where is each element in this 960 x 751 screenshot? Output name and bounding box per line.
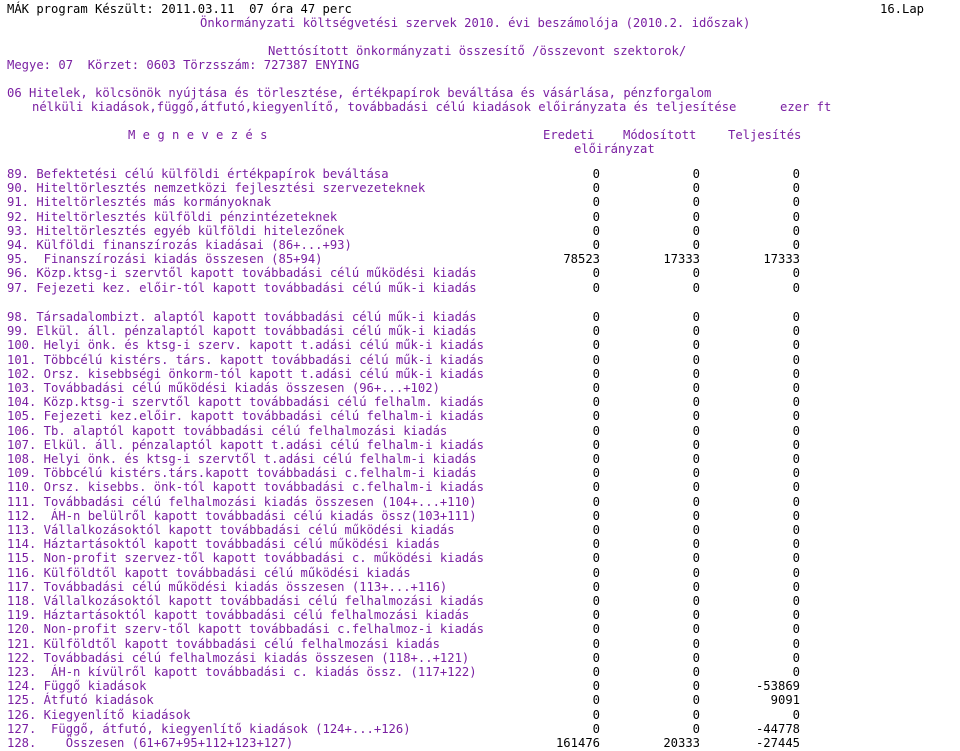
- modified-value: 0: [692, 480, 700, 495]
- actual-value: 0: [792, 437, 800, 452]
- original-value: 0: [592, 167, 600, 181]
- actual-value: 0: [792, 636, 800, 651]
- modified-value: 0: [692, 508, 700, 523]
- row-description: 100. Helyi önk. és ktsg-i szerv. kapott t.adási célú műk-i kiadás: [7, 338, 484, 353]
- table-row: [7, 425, 957, 439]
- table-row: [7, 339, 957, 353]
- original-value: 0: [592, 594, 600, 608]
- county-line: Megye: 07 Körzet: 0603 Törzsszám: 727387 ENYING: [7, 58, 360, 72]
- row-description: 91. Hiteltörlesztés más kormányoknak: [7, 195, 272, 210]
- original-value: 0: [592, 324, 600, 339]
- row-description: 120. Non-profit szerv-től kapott továbbadási c.felhalmoz-i kiadás: [7, 622, 484, 637]
- actual-value: 0: [792, 551, 800, 566]
- actual-value: 0: [792, 608, 800, 623]
- actual-value: 0: [792, 423, 800, 438]
- original-value: 0: [592, 452, 600, 466]
- table-row: [7, 481, 957, 495]
- actual-value: 0: [792, 707, 800, 722]
- original-value: 0: [592, 480, 600, 495]
- table-row: [7, 524, 957, 538]
- actual-value: 0: [792, 352, 800, 367]
- table-row: [7, 325, 957, 339]
- row-description: 116. Külföldtől kapott továbbadási célú működési kiadás: [7, 565, 411, 580]
- column-header-modified: Módosított: [623, 128, 697, 142]
- original-value: 0: [592, 381, 600, 395]
- table-row: [7, 723, 957, 737]
- original-value: 0: [592, 636, 600, 651]
- table-row: [7, 239, 957, 253]
- modified-value: 0: [692, 381, 700, 395]
- table-row: [7, 182, 957, 196]
- modified-value: 17333: [663, 252, 700, 267]
- original-value: 0: [592, 508, 600, 523]
- original-value: 0: [592, 608, 600, 623]
- actual-value: 0: [792, 338, 800, 353]
- original-value: 0: [592, 693, 600, 708]
- section-title-line2: nélküli kiadások,függő,átfutó,kiegyenlítő, továbbadási célú kiadások előirányzata és teljesítése: [32, 100, 737, 114]
- original-value: 0: [592, 338, 600, 353]
- modified-value: 0: [692, 594, 700, 608]
- modified-value: 0: [692, 181, 700, 196]
- original-value: 0: [592, 181, 600, 196]
- row-description: 104. Közp.ktsg-i szervtől kapott továbbadási célú felhalm. kiadás: [7, 395, 484, 410]
- actual-value: 0: [792, 508, 800, 523]
- table-row: [7, 282, 957, 296]
- modified-value: 0: [692, 310, 700, 324]
- row-description: 127. Függő, átfutó, kiegyenlítő kiadások (124+...+126): [7, 721, 411, 736]
- actual-value: 0: [792, 324, 800, 339]
- row-description: 99. Elkül. áll. pénzalaptól kapott továbbadási célú műk-i kiadás: [7, 324, 477, 339]
- row-description: 97. Fejezeti kez. előir-tól kapott továbbadási célú műk-i kiadás: [7, 280, 477, 295]
- table-row: [7, 439, 957, 453]
- row-description: 125. Átfutó kiadások: [7, 693, 154, 708]
- original-value: 0: [592, 537, 600, 552]
- column-header-estimate: előirányzat: [574, 142, 655, 156]
- table-row: [7, 652, 957, 666]
- actual-value: 0: [792, 366, 800, 381]
- actual-value: 0: [792, 266, 800, 281]
- actual-value: 0: [792, 280, 800, 295]
- table-row: [7, 623, 957, 637]
- table-row: [7, 609, 957, 623]
- row-description: 119. Háztartásoktól kapott továbbadási célú felhalmozási kiadás: [7, 608, 470, 623]
- table-row: [7, 709, 957, 723]
- original-value: 0: [592, 238, 600, 252]
- modified-value: 0: [692, 494, 700, 509]
- row-description: 112. ÁH-n belülről kapott továbbadási célú kiadás össz(103+111): [7, 508, 477, 523]
- column-header-name: M e g n e v e z é s: [128, 128, 268, 142]
- table-row: [7, 538, 957, 552]
- actual-value: 0: [792, 480, 800, 495]
- table-row: [7, 410, 957, 424]
- row-description: 126. Kiegyenlítő kiadások: [7, 707, 191, 722]
- modified-value: 0: [692, 223, 700, 238]
- row-description: 96. Közp.ktsg-i szervtől kapott továbbadási célú működési kiadás: [7, 266, 477, 281]
- modified-value: 0: [692, 366, 700, 381]
- modified-value: 0: [692, 437, 700, 452]
- actual-value: 0: [792, 238, 800, 252]
- modified-value: 0: [692, 409, 700, 424]
- row-description: 105. Fejezeti kez.előir. kapott továbbadási célú felhalm-i kiadás: [7, 409, 484, 424]
- table-row: [7, 225, 957, 239]
- original-value: 0: [592, 352, 600, 367]
- table-row: [7, 496, 957, 510]
- actual-value: 0: [792, 466, 800, 481]
- actual-value: 0: [792, 594, 800, 608]
- row-description: 98. Társadalombizt. alaptól kapott továbbadási célú műk-i kiadás: [7, 310, 477, 324]
- table-row: [7, 311, 957, 325]
- original-value: 0: [592, 223, 600, 238]
- actual-value: 0: [792, 209, 800, 224]
- modified-value: 0: [692, 650, 700, 665]
- table-row: [7, 581, 957, 595]
- actual-value: 0: [792, 665, 800, 679]
- original-value: 0: [592, 679, 600, 694]
- actual-value: 0: [792, 622, 800, 637]
- modified-value: 0: [692, 266, 700, 281]
- original-value: 0: [592, 423, 600, 438]
- modified-value: 0: [692, 565, 700, 580]
- row-description: 103. Továbbadási célú működési kiadás összesen (96+...+102): [7, 381, 440, 395]
- table-row: [7, 396, 957, 410]
- actual-value: 0: [792, 409, 800, 424]
- modified-value: 0: [692, 195, 700, 210]
- report-title: Önkormányzati költségvetési szervek 2010. évi beszámolója (2010.2. időszak): [200, 16, 751, 30]
- original-value: 78523: [563, 252, 600, 267]
- modified-value: 0: [692, 209, 700, 224]
- modified-value: 0: [692, 167, 700, 181]
- original-value: 0: [592, 395, 600, 410]
- row-description: 108. Helyi önk. és ktsg-i szervtől t.adási célú felhalm-i kiadás: [7, 452, 477, 466]
- row-description: 122. Továbbadási célú felhalmozási kiadás összesen (118+..+121): [7, 650, 470, 665]
- column-header-actual: Teljesítés: [728, 128, 802, 142]
- table-row: [7, 595, 957, 609]
- table-row: [7, 467, 957, 481]
- actual-value: 0: [792, 579, 800, 594]
- row-description: 94. Külföldi finanszírozás kiadásai (86+...+93): [7, 238, 352, 252]
- modified-value: 0: [692, 352, 700, 367]
- modified-value: 0: [692, 551, 700, 566]
- original-value: 0: [592, 650, 600, 665]
- original-value: 161476: [555, 736, 600, 750]
- original-value: 0: [592, 579, 600, 594]
- original-value: 0: [592, 195, 600, 210]
- original-value: 0: [592, 494, 600, 509]
- row-description: 109. Többcélú kistérs.társ.kapott továbbadási c.felhalm-i kiadás: [7, 466, 477, 481]
- actual-value: 0: [792, 523, 800, 537]
- original-value: 0: [592, 266, 600, 281]
- original-value: 0: [592, 707, 600, 722]
- section-title-line1: 06 Hitelek, kölcsönök nyújtása és törlesztése, értékpapírok beváltása és vásárlása, pénzforgalom: [7, 86, 712, 100]
- modified-value: 0: [692, 608, 700, 623]
- modified-value: 0: [692, 622, 700, 637]
- original-value: 0: [592, 437, 600, 452]
- original-value: 0: [592, 622, 600, 637]
- row-description: 95. Finanszírozási kiadás összesen (85+94): [7, 252, 323, 267]
- table-row: [7, 638, 957, 652]
- original-value: 0: [592, 665, 600, 679]
- row-description: 128. Összesen (61+67+95+112+123+127): [7, 736, 294, 750]
- original-value: 0: [592, 466, 600, 481]
- modified-value: 0: [692, 579, 700, 594]
- table-row: [7, 666, 957, 680]
- original-value: 0: [592, 523, 600, 537]
- actual-value: 0: [792, 452, 800, 466]
- actual-value: 0: [792, 650, 800, 665]
- modified-value: 0: [692, 324, 700, 339]
- table-row: [7, 253, 957, 267]
- modified-value: 0: [692, 636, 700, 651]
- report-subtitle: Nettósított önkormányzati összesítő /összevont szektorok/: [268, 44, 687, 58]
- original-value: 0: [592, 409, 600, 424]
- row-description: 92. Hiteltörlesztés külföldi pénzintézeteknek: [7, 209, 338, 224]
- page-number: 16.Lap: [880, 2, 925, 16]
- original-value: 0: [592, 721, 600, 736]
- actual-value: 0: [792, 381, 800, 395]
- actual-value: -44778: [755, 721, 800, 736]
- row-description: 123. ÁH-n kívülről kapott továbbadási c. kiadás össz. (117+122): [7, 665, 477, 679]
- row-description: 111. Továbbadási célú felhalmozási kiadás összesen (104+...+110): [7, 494, 477, 509]
- report-program-line: MÁK program Készült: 2011.03.11 07 óra 47 perc: [7, 2, 352, 16]
- row-description: 121. Külföldtől kapott továbbadási célú felhalmozási kiadás: [7, 636, 440, 651]
- modified-value: 0: [692, 679, 700, 694]
- modified-value: 20333: [663, 736, 700, 750]
- modified-value: 0: [692, 707, 700, 722]
- modified-value: 0: [692, 693, 700, 708]
- actual-value: 0: [792, 167, 800, 181]
- row-description: 124. Függő kiadások: [7, 679, 147, 694]
- table-row: [7, 510, 957, 524]
- original-value: 0: [592, 280, 600, 295]
- actual-value: 0: [792, 494, 800, 509]
- actual-value: 0: [792, 310, 800, 324]
- modified-value: 0: [692, 665, 700, 679]
- modified-value: 0: [692, 523, 700, 537]
- modified-value: 0: [692, 423, 700, 438]
- actual-value: 0: [792, 565, 800, 580]
- modified-value: 0: [692, 452, 700, 466]
- modified-value: 0: [692, 280, 700, 295]
- modified-value: 0: [692, 721, 700, 736]
- modified-value: 0: [692, 466, 700, 481]
- actual-value: 9091: [770, 693, 800, 708]
- actual-value: 17333: [763, 252, 800, 267]
- modified-value: 0: [692, 238, 700, 252]
- table-row: [7, 196, 957, 210]
- actual-value: 0: [792, 195, 800, 210]
- table-row: [7, 694, 957, 708]
- modified-value: 0: [692, 395, 700, 410]
- table-row: [7, 267, 957, 281]
- table-row: [7, 354, 957, 368]
- table-row: [7, 737, 957, 751]
- original-value: 0: [592, 366, 600, 381]
- actual-value: 0: [792, 181, 800, 196]
- column-header-original: Eredeti: [543, 128, 595, 142]
- table-row: [7, 211, 957, 225]
- table-row: [7, 567, 957, 581]
- row-description: 93. Hiteltörlesztés egyéb külföldi hitelezőnek: [7, 223, 345, 238]
- table-row: [7, 453, 957, 467]
- row-description: 110. Orsz. kisebbs. önk-tól kapott továbbadási c.felhalm-i kiadás: [7, 480, 484, 495]
- table-row: [7, 368, 957, 382]
- original-value: 0: [592, 551, 600, 566]
- table-row: [7, 552, 957, 566]
- original-value: 0: [592, 565, 600, 580]
- modified-value: 0: [692, 537, 700, 552]
- original-value: 0: [592, 209, 600, 224]
- table-row: [7, 168, 957, 182]
- row-description: 113. Vállalkozásoktól kapott továbbadási célú működési kiadás: [7, 523, 455, 537]
- table-row: [7, 382, 957, 396]
- row-description: 89. Befektetési célú külföldi értékpapírok beváltása: [7, 167, 389, 181]
- row-description: 115. Non-profit szervez-től kapott továbbadási c. működési kiadás: [7, 551, 484, 566]
- actual-value: 0: [792, 223, 800, 238]
- actual-value: 0: [792, 395, 800, 410]
- row-description: 101. Többcélú kistérs. társ. kapott továbbadási célú műk-i kiadás: [7, 352, 484, 367]
- row-description: 106. Tb. alaptól kapott továbbadási célú felhalmozási kiadás: [7, 423, 448, 438]
- row-description: 117. Továbbadási célú működési kiadás összesen (113+...+116): [7, 579, 448, 594]
- row-description: 102. Orsz. kisebbségi önkorm-tól kapott t.adási célú műk-i kiadás: [7, 366, 484, 381]
- actual-value: -27445: [755, 736, 800, 750]
- actual-value: 0: [792, 537, 800, 552]
- row-description: 118. Vállalkozásoktól kapott továbbadási célú felhalmozási kiadás: [7, 594, 484, 608]
- row-description: 107. Elkül. áll. pénzalaptól kapott t.adási célú felhalm-i kiadás: [7, 437, 484, 452]
- original-value: 0: [592, 310, 600, 324]
- actual-value: -53869: [755, 679, 800, 694]
- modified-value: 0: [692, 338, 700, 353]
- row-description: 90. Hiteltörlesztés nemzetközi fejlesztési szervezeteknek: [7, 181, 426, 196]
- row-description: 114. Háztartásoktól kapott továbbadási célú működési kiadás: [7, 537, 440, 552]
- unit-label: ezer ft: [780, 100, 832, 114]
